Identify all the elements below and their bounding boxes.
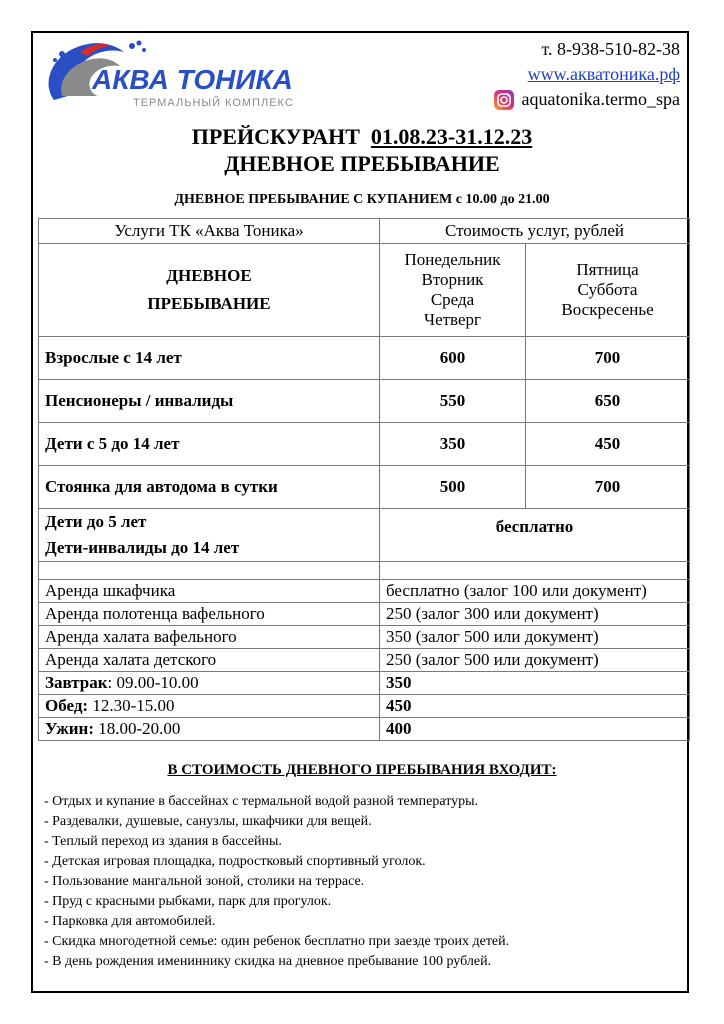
service-row xyxy=(39,603,690,626)
service-price: 250 (залог 300 или документ) xyxy=(380,603,690,626)
price-list-title xyxy=(35,124,689,150)
brand-subtitle: ТЕРМАЛЬНЫЙ КОМПЛЕКС xyxy=(133,97,294,109)
service-row xyxy=(39,649,690,672)
list-item: - Пруд с красными рыбками, парк для прогулок. xyxy=(44,894,332,909)
meal-price: 350 xyxy=(380,672,690,695)
price-table xyxy=(38,218,690,741)
table-row xyxy=(39,337,690,380)
instagram-icon xyxy=(494,90,514,110)
price-column-header: Стоимость услуг, рублей xyxy=(380,219,690,244)
contacts-block xyxy=(494,37,680,112)
wave-logo-icon xyxy=(40,34,330,116)
service-row xyxy=(39,626,690,649)
weekday-price: 500 xyxy=(380,466,526,509)
services-column-header: Услуги ТК «Аква Тоника» xyxy=(39,219,380,244)
meal-row xyxy=(39,695,690,718)
weekday-price: 600 xyxy=(380,337,526,380)
free-row-label: Дети до 5 лет Дети-инвалиды до 14 лет xyxy=(39,509,380,562)
list-item: - Детская игровая площадка, подростковый спортивный уголок. xyxy=(44,854,426,869)
meal-row xyxy=(39,718,690,741)
meal-price: 400 xyxy=(380,718,690,741)
weekend-price: 450 xyxy=(526,423,690,466)
table-row xyxy=(39,466,690,509)
list-item: - Отдых и купание в бассейнах с термальной водой разной температуры. xyxy=(44,794,479,809)
list-item: - Теплый переход из здания в бассейны. xyxy=(44,834,282,849)
free-row xyxy=(39,509,690,562)
website-link[interactable]: www.акватоника.рф xyxy=(527,64,680,84)
weekend-price: 700 xyxy=(526,337,690,380)
list-item: - Раздевалки, душевые, санузлы, шкафчики для вещей. xyxy=(44,814,372,829)
row-label: Стоянка для автодома в сутки xyxy=(39,466,380,509)
free-value: бесплатно xyxy=(380,509,690,562)
hours-note: ДНЕВНОЕ ПРЕБЫВАНИЕ С КУПАНИЕМ с 10.00 до 21.00 xyxy=(174,192,550,207)
meal-row xyxy=(39,672,690,695)
service-label: Аренда полотенца вафельного xyxy=(39,603,380,626)
list-item: - Пользование мангальной зоной, столики на террасе. xyxy=(44,874,365,889)
weekend-price: 650 xyxy=(526,380,690,423)
service-label: Аренда халата детского xyxy=(39,649,380,672)
weekday-list: Понедельник Вторник Среда Четверг xyxy=(380,244,526,337)
section-header-row xyxy=(39,244,690,337)
meal-price: 450 xyxy=(380,695,690,718)
instagram-row[interactable] xyxy=(494,87,680,112)
list-item: - В день рождения имениннику скидка на дневное пребывание 100 рублей. xyxy=(44,954,492,969)
row-label: Пенсионеры / инвалиды xyxy=(39,380,380,423)
row-label: Дети с 5 до 14 лет xyxy=(39,423,380,466)
spacer-row xyxy=(39,562,690,580)
weekday-price: 550 xyxy=(380,380,526,423)
price-list-label: ПРЕЙСКУРАНТ xyxy=(191,124,360,149)
list-item: - Скидка многодетной семье: один ребенок бесплатно при заезде троих детей. xyxy=(44,934,510,949)
list-item: - Парковка для автомобилей. xyxy=(44,914,216,929)
brand-name: АКВА ТОНИКА xyxy=(92,64,293,95)
instagram-handle: aquatonika.termo_spa xyxy=(521,89,680,109)
meal-label: Обед: 12.30-15.00 xyxy=(39,695,380,718)
service-row xyxy=(39,580,690,603)
service-label: Аренда халата вафельного xyxy=(39,626,380,649)
service-price: бесплатно (залог 100 или документ) xyxy=(380,580,690,603)
weekday-price: 350 xyxy=(380,423,526,466)
meal-label: Завтрак: 09.00-10.00 xyxy=(39,672,380,695)
brand-logo xyxy=(40,34,330,116)
section-title: ДНЕВНОЕ ПРЕБЫВАНИЕ xyxy=(39,244,380,337)
included-title: В СТОИМОСТЬ ДНЕВНОГО ПРЕБЫВАНИЯ ВХОДИТ: xyxy=(167,762,557,778)
weekend-list: Пятница Суббота Воскресенье xyxy=(526,244,690,337)
service-price: 250 (залог 500 или документ) xyxy=(380,649,690,672)
table-row xyxy=(39,423,690,466)
phone-number: т. 8-938-510-82-38 xyxy=(541,39,680,59)
price-list-period: 01.08.23-31.12.23 xyxy=(370,124,533,149)
page-subtitle: ДНЕВНОЕ ПРЕБЫВАНИЕ xyxy=(224,151,500,176)
row-label: Взрослые с 14 лет xyxy=(39,337,380,380)
service-label: Аренда шкафчика xyxy=(39,580,380,603)
table-header-row xyxy=(39,219,690,244)
meal-label: Ужин: 18.00-20.00 xyxy=(39,718,380,741)
weekend-price: 700 xyxy=(526,466,690,509)
included-list xyxy=(44,792,509,972)
service-price: 350 (залог 500 или документ) xyxy=(380,626,690,649)
table-row xyxy=(39,380,690,423)
